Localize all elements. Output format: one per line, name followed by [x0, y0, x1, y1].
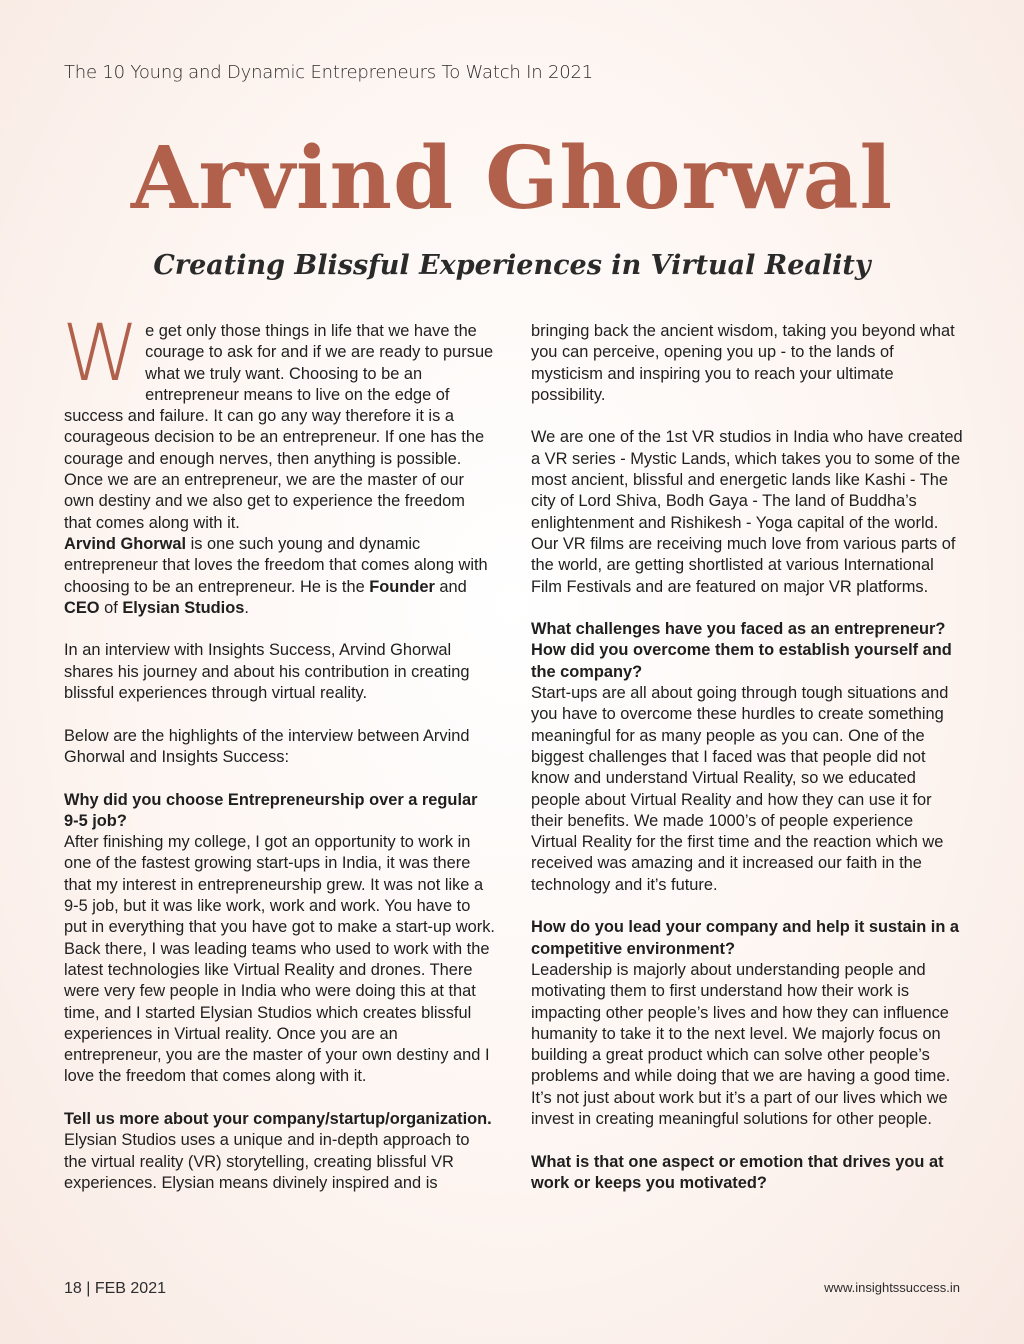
intro-text-mid: is one such young and dynamic entrepreneur that loves the freedom that comes along with choosing to be an entrepreneur. He is the: [64, 534, 488, 596]
qa-block-4: [531, 917, 963, 1130]
left-column: [62, 309, 496, 1215]
intro-period: .: [244, 598, 249, 617]
website-link[interactable]: www.insightssuccess.in: [824, 1280, 960, 1295]
question-2: Tell us more about your company/startup/organization.: [64, 1109, 492, 1128]
answer-1: After finishing my college, I got an opportunity to work in one of the fastest growing start-ups in India, it was there that my interest in entrepreneurship grew. It was not like a 9-5 job, but it was like work, work and work. You have to put in everything that you have got to make a start-up work. Back there, I was leading teams who used to work with the latest technologies like Virtual Reality and drones. There were very few people in India who were doing this at that time, and I started Elysian Studios which creates blissful experiences in Virtual reality. Once you are an entrepreneur, you are the master of your own destiny and I love the freedom that comes along with it.: [64, 833, 495, 1086]
qa-block-3: [531, 619, 963, 896]
answer-3: Start-ups are all about going through tough situations and you have to overcome these hurdles to create something meaningful for as many people as you can. One of the biggest challenges that I faced was that people did not know and understand Virtual Reality, so we educated people about Virtual Reality and how they can use it for their benefits. We made 1000’s of people experience Virtual Reality for the first time and the reaction which we received was amazing and it increased our faith in the technology and it’s future.: [531, 684, 949, 894]
article-subtitle: Creating Blissful Experiences in Virtual Reality: [153, 250, 871, 281]
answer-2: Elysian Studios uses a unique and in-depth approach to the virtual reality (VR) storytelling, creating blissful VR experiences. Elysian means divinely inspired and is: [64, 1131, 470, 1192]
running-head: The 10 Young and Dynamic Entrepreneurs To Watch In 2021: [64, 62, 593, 83]
answer-4: Leadership is majorly about understanding people and motivating them to first understand how their work is impacting other people’s lives and how they can influence humanity to take it to the next level. We majorly focus on building a great product which can solve other people’s problems and while doing that we are having a good time. It’s not just about work but it’s a part of our lives which we invest in creating meaningful solutions for other people.: [531, 960, 951, 1128]
answer-2-continued: bringing back the ancient wisdom, taking you beyond what you can perceive, opening you up - to the lands of mysticism and inspiring you to reach your ultimate possibility.: [531, 322, 955, 404]
paragraph-interview-intro: In an interview with Insights Success, Arvind Ghorwal shares his journey and about his contribution in creating blissful experiences through virtual reality.: [64, 641, 470, 703]
qa-block-5: [531, 1152, 963, 1195]
intro-and: and: [434, 577, 467, 596]
right-column: [531, 321, 963, 1215]
paragraph-highlights: Below are the highlights of the interview between Arvind Ghorwal and Insights Success:: [64, 726, 470, 766]
intro-of: of: [99, 598, 123, 617]
question-5: What is that one aspect or emotion that drives you at work or keeps you motivated?: [531, 1152, 944, 1192]
qa-block-1: [64, 790, 496, 1088]
page-number: 18 | FEB 2021: [64, 1280, 166, 1297]
intro-text: e get only those things in life that we have the courage to ask for and if we are ready to pursue what we truly want. Choosing to be an entrepreneur means to live on the edge of success and failure. It can go any way therefore it is a courageous decision to be an entrepreneur. If one has the courage and enough nerves, then anything is possible. Once we are an entrepreneur, we are the master of our own destiny and we also get to experience the freedom that comes along with it.: [64, 322, 494, 532]
answer-2-paragraph-2: We are one of the 1st VR studios in India who have created a VR series - Mystic Lands, which takes you to some of the most ancient, blissful and energetic lands like Kashi - The city of Lord Shiva, Bodh Gaya - The land of Buddha’s enlightenment and Rishikesh - Yoga capital of the world. Our VR films are receiving much love from various parts of the world, are getting shortlisted at various International Film Festivals and are featured on major VR platforms.: [531, 428, 963, 596]
article-title: Arvind Ghorwal: [130, 128, 894, 229]
drop-cap: W: [62, 309, 140, 399]
question-1: Why did you choose Entrepreneurship over a regular 9-5 job?: [64, 790, 478, 830]
role-ceo: CEO: [64, 598, 100, 617]
intro-paragraph: [62, 309, 496, 619]
qa-block-2: [64, 1109, 496, 1194]
question-3: What challenges have you faced as an entrepreneur? How did you overcome them to establish yourself and the company?: [531, 620, 952, 681]
company-name: Elysian Studios: [122, 598, 245, 617]
subject-name: Arvind Ghorwal: [64, 534, 187, 553]
role-founder: Founder: [369, 577, 435, 596]
question-4: How do you lead your company and help it sustain in a competitive environment?: [531, 918, 960, 958]
